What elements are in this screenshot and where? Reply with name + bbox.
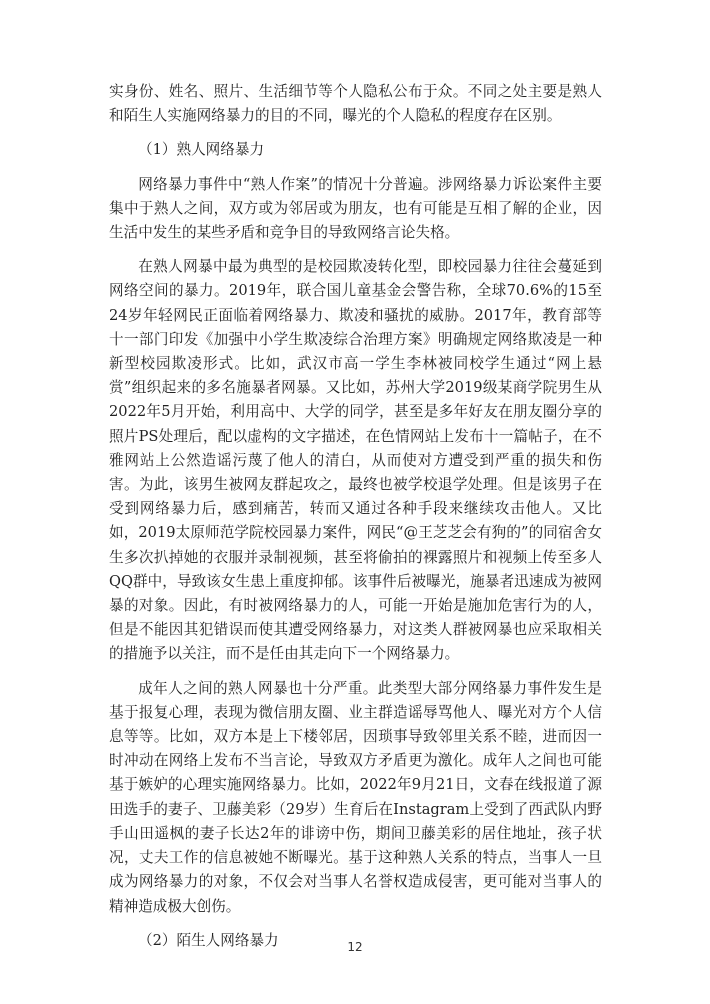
spacer <box>109 245 602 255</box>
page-body <box>109 80 602 953</box>
spacer <box>109 163 602 173</box>
section-heading-acquaintance: （1）熟人网络暴力 <box>138 141 265 159</box>
paragraph-continued: 实身份、姓名、照片、生活细节等个人隐私公布于众。不同之处主要是熟人和陌生人实施网络暴力的目的不同，曝光的个人隐私的程度存在区别。 <box>109 83 602 125</box>
paragraph-campus-bullying: 在熟人网暴中最为典型的是校园欺凌转化型，即校园暴力往往会蔓延到网络空间的暴力。2019年，联合国儿童基金会警告称，全球70.6%的15至24岁年轻网民正面临着网络暴力、欺凌和骚扰的威胁。2017年，教育部等十一部门印发《加强中小学生欺凌综合治理方案》明确规定网络欺凌是一种新型校园欺凌形式。比如，武汉市高一学生李林被同校学生通过“网上悬赏”组织起来的多名施暴者网暴。又比如，苏州大学2019级某商学院男生从2022年5月开始，利用高中、大学的同学，甚至是多年好友在朋友圈分享的照片PS处理后，配以虚构的文字描述，在色情网站上发布十一篇帖子，在不雅网站上公然造谣污蔑了他人的清白，从而使对方遭受到严重的损失和伤害。为此，该男生被网友群起攻之，最终也被学校退学处理。但是该男子在受到网络暴力后，感到痛苦，转而又通过各种手段来继续攻击他人。又比如，2019太原师范学院校园暴力案件，网民“@王芝芝会有狗的”的同宿舍女生多次扒掉她的衣服并录制视频，甚至将偷拍的裸露照片和视频上传至多人QQ群中，导致该女生患上重度抑郁。该事件后被曝光，施暴者迅速成为被网暴的对象。因此，有时被网络暴力的人，可能一开始是施加危害行为的人，但是不能因其犯错误而使其遭受网络暴力，对这类人群被网暴也应采取相关的措施予以关注，而不是任由其走向下一个网络暴力。 <box>109 258 602 663</box>
section-heading-stranger: （2）陌生人网络暴力 <box>138 931 279 949</box>
paragraph-adult-acquaintance: 成年人之间的熟人网暴也十分严重。此类型大部分网络暴力事件发生是基于报复心理，表现为微信朋友圈、业主群造谣辱骂他人、曝光对方个人信息等等。比如，双方本是上下楼邻居，因琐事导致邻里关系不睦，进而因一时冲动在网络上发布不当言论，导致双方矛盾更为激化。成年人之间也可能基于嫉妒的心理实施网络暴力。比如，2022年9月21日，文春在线报道了源田选手的妻子、卫藤美彩（29岁）生育后在Instagram上受到了西武队内野手山田遥枫的妻子长达2年的诽谤中伤，期间卫藤美彩的居住地址，孩子状况，丈夫工作的信息被她不断曝光。基于这种熟人关系的特点，当事人一旦成为网络暴力的对象，不仅会对当事人名誉权造成侵害，更可能对当事人的精神造成极大创伤。 <box>109 679 602 915</box>
spacer <box>109 667 602 677</box>
spacer <box>109 919 602 929</box>
spacer <box>109 128 602 138</box>
paragraph-acquaintance-intro: 网络暴力事件中“熟人作案”的情况十分普遍。涉网络暴力诉讼案件主要集中于熟人之间，双方或为邻居或为朋友，也有可能是互相了解的企业，因生活中发生的某些矛盾和竞争目的导致网络言论失格。 <box>109 175 602 242</box>
page-number: 12 <box>347 940 363 954</box>
